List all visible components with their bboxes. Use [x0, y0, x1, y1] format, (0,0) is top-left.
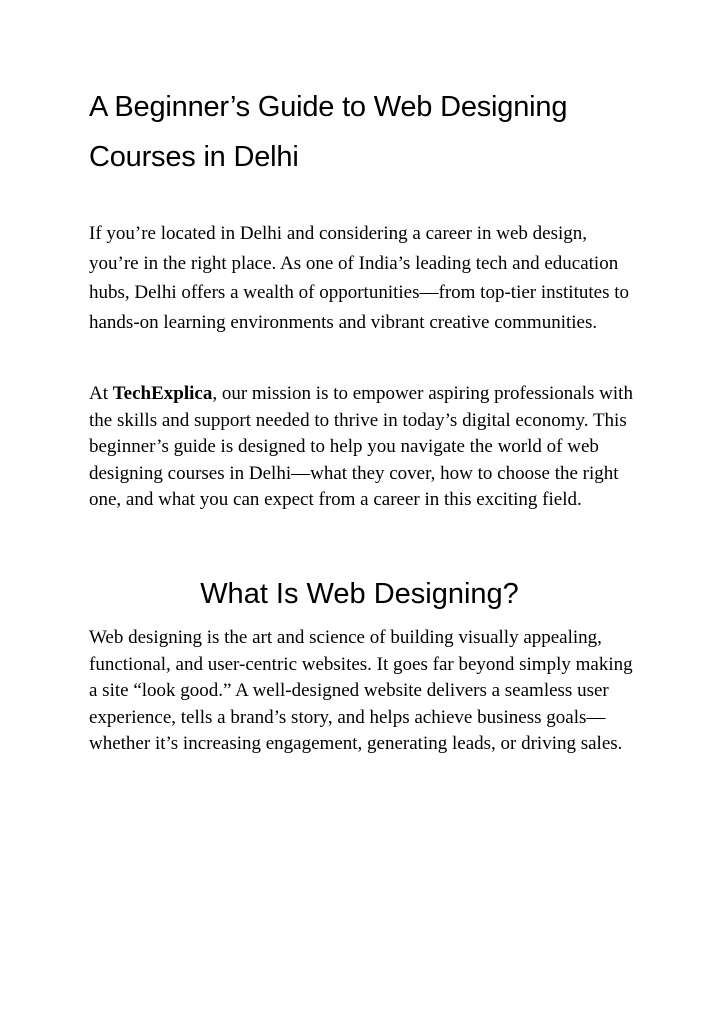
section-paragraph: Web designing is the art and science of building visually appealing, functional, and user-centric websites. It goes far beyond simply making a site “look good.” A well-designed website delivers a seamless user experience, tells a brand’s story, and helps achieve business goals—whether it’s increasing engagement, generating leads, or driving sales. [89, 627, 633, 754]
section-heading: What Is Web Designing? [200, 578, 519, 610]
mission-paragraph [89, 381, 634, 514]
page-title: A Beginner’s Guide to Web Designing Courses in Delhi [89, 91, 568, 173]
intro-paragraph: If you’re located in Delhi and considering a career in web design, you’re in the right place. As one of India’s leading tech and education hubs, Delhi offers a wealth of opportunities—from top-tier institutes to hands-on learning environments and vibrant creative communities. [89, 223, 629, 333]
mission-text: , our mission is to empower aspiring professionals with the skills and support needed to thrive in today’s digital economy. This beginner’s guide is designed to help you navigate the world of web designing courses in Delhi—what they cover, how to choose the right one, and what you can expect from a career in this exciting field. [89, 383, 633, 510]
mission-prefix: At [89, 383, 113, 404]
brand-name: TechExplica [112, 383, 213, 404]
